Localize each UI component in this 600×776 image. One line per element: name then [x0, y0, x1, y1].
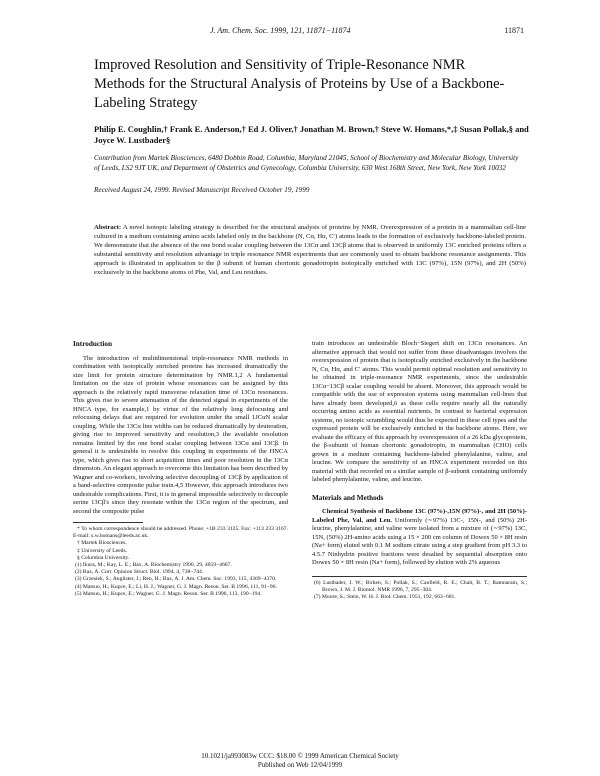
abstract — [94, 223, 526, 277]
methods-text: Uniformly (∼97%) 13C-, 15N-, and (50%) 2H-leucine, phenylalanine, and valine were isolated from a mixture of (∼97%) 13C, 15N, (50%) 2H-amino acids using a 15 × 200 cm column of Dowex 50 × 8H resin (Na+ form) eluted with 0.1 M sodium citrate using a step gradient from pH 3.3 to 4.5.7 Ninhydrin positive fractions were desalted by sequential absorption onto Dowex 50 × 8H resin (Na+ form), followed by elution with 2% aqueous — [312, 516, 528, 566]
right-column — [312, 340, 527, 601]
reference: (2) Bax, A. Curr. Opinion Struct. Biol. 1994, 4, 738−744. — [75, 569, 204, 576]
page-footer — [0, 752, 600, 770]
doi-line: 10.1021/ja993083w CCC: $18.00 © 1999 American Chemical Society — [201, 752, 399, 760]
journal-citation: J. Am. Chem. Soc. 1999, 121, 11871−11874 — [210, 26, 351, 35]
materials-methods-heading: Materials and Methods — [312, 493, 384, 502]
published-date: Published on Web 12/04/1999 — [257, 761, 343, 769]
reference: (3) Grzesiek, S.; Anglister, J.; Ren, H.; Bax, A. J. Am. Chem. Soc. 1993, 115, 4369−4370. — [75, 576, 277, 583]
received-dates: Received August 24, 1999. Revised Manuscript Received October 19, 1999 — [94, 186, 310, 194]
contribution-affiliations: Contribution from Martek Biosciences, 6480 Dobbin Road, Columbia, Maryland 21045, School of Biochemistry and Molecular Biology, University of Leeds, LS2 9JT UK, and Department of Obstetrics and Gynecology, Columbia University, 630 West 168th Street, New York, New York 10032 — [94, 154, 519, 172]
body-paragraph: train introduces an undesirable Bloch−Siegert shift on 13Cα resonances. An alternative approach that would not suffer from these disadvantages involves the overexpression of protein that is isotopically enriched exclusively in the backbone N, Cα, Hα, and C′ atoms. This would permit optimal resolution and sensitivity to be obtained in triple-resonance NMR experiments, since the undesirable 13Cα−13Cβ scalar coupling would be absent. Moreover, this approach would be compatible with the use of expression systems using mammalian cell-lines that have already been developed,6 as these cells require nearly all the naturally occurring amino acids as essential nutrients. In contrast to bacterial expression systems, no isotopic scrambling would thus be expected in these cell types and the expressed protein will be exclusively enriched in the backbone atoms. Here, we evaluate the efficacy of this approach by overexpression of a 26 kDa glycoprotein, the β-subunit of human chorionic gonadotropin, in mammalian (CHO) cells grown in a medium containing backbone-labeled phenylalanine, valine, and leucine. We compare the sensitivity of an HNCA experiment recorded on this material with that recorded on a similar sample of β-subunit containing uniformly labeled phenylalanine, valine, and leucine. — [312, 340, 527, 483]
reference: (5) Matsuo, H.; Kupce, E.; Wagner, G. J. Magn. Reson. Ser. B 1996, 113, 190−194. — [75, 590, 262, 597]
footnote: † Martek Biosciences. — [77, 540, 127, 547]
running-header — [0, 26, 600, 40]
reference: (6) Lustbader, J. W.; Birken, S.; Pollak, S.; Canfield, R. E.; Chait, B. T.; Ramnarain, S.; Brown, J. M. J. Biomol. NMR 1996, 7, 295−304. — [314, 579, 527, 593]
footnote: ‡ University of Leeds. — [77, 547, 128, 554]
article-title: Improved Resolution and Sensitivity of Triple-Resonance NMR Methods for the Structural Analysis of Proteins by Use of a Backbone-Labeling Strategy — [94, 57, 505, 111]
reference: (1) Ikura, M.; Kay, L. E.; Bax, A. Biochemistry 1990, 29, 4659−4667. — [75, 562, 232, 569]
introduction-heading: Introduction — [73, 340, 113, 348]
abstract-label: Abstract: — [94, 224, 122, 231]
introduction-paragraph: The introduction of multidimensional triple-resonance NMR methods in combination with isotopically enriched proteins has increased dramatically the size limit for protein structure determination by NMR.1,2 A fundamental limitation on the size of protein whose resonances can be assigned by this approach is the relatively rapid transverse relaxation time of 13Cα resonances. This gives rise to severe attenuation of the detected signal in experiments of the HNCA type, for example,1 by virtue of the relatively long defocusing and refocusing delays that are required for evolution under the small 1JCαN scalar coupling. While the 13Cα line widths can be reduced dramatically by deuteration, giving rise to improved sensitivity and resolution,3 the available resolution remains limited by the one bond scalar coupling between 13Cα and 13Cβ. In general it is undesirable to resolve this coupling in experiments of the HNCA type, which gives rise to short acquisition times and poor resolution in the 13Cα dimension. An elegant approach to overcome this limitation has been described by Wagner and co-workers, involving selective decoupling of 13Cβ by application of a band-selective composite pulse train.4,5 However, this approach introduces two undesirable complications. First, it is in general impossible selectively to decouple serine 13Cβ's since they resonate within the 13Cα region of the spectrum, and second the composite pulse — [73, 354, 288, 515]
footnote: * To whom correspondence should be addressed. Phone: +1B 233 3125. Fax: +113 233 3167. E-mail: s.w.homans@leeds.ac.uk. — [73, 526, 288, 540]
methods-subheading: Chemical Synthesis of Backbone 13C (97%)-,15N (97%)-, and 2H (50%)-Labeled Phe, Val, and Leu. — [312, 508, 527, 524]
methods-paragraph — [312, 508, 527, 568]
author-list: Philip E. Coughlin,† Frank E. Anderson,† Ed J. Oliver,† Jonathan M. Brown,† Steve W. Homans,*,‡ Susan Pollak,§ and Joyce W. Lustbader§ — [94, 124, 529, 145]
footnote-divider — [73, 522, 143, 523]
abstract-text: A novel isotopic labeling strategy is described for the structural analysis of proteins by NMR. Overexpression of a protein in a mammalian cell-line cultured in a medium containing amino acids labeled only in the backbone (N, Cα, Hα, C′) atoms leads to the formation of exclusively backbone-labeled protein. We demonstrate that the absence of the one bond scalar coupling between the 13Cα and 13Cβ atoms that is observed in uniformly 13C enriched proteins offers a substantial sensitivity and resolution advantage in triple resonance NMR experiments that are commonly used to obtain backbone resonance assignments. This approach is illustrated in application to the β subunit of human chorionic gonadotropin isotopically enriched with 13C (97%), 15N (97%), and 2H (50%) exclusively in the backbone atoms of Phe, Val, and Leu residues. — [94, 224, 526, 276]
page-number: 11871 — [504, 26, 524, 35]
left-column — [73, 340, 288, 598]
reference-divider — [312, 576, 527, 577]
footnote: § Columbia University. — [77, 554, 130, 561]
reference: (7) Moore, S.; Stein, W. H. J. Biol. Chem. 1951, 192, 663−681. — [314, 593, 456, 600]
reference: (4) Matsuo, H.; Kupce, E.; Li, H. J.; Wagner, G. J. Magn. Reson. Ser. B 1996, 111, 91−96. — [75, 583, 277, 590]
